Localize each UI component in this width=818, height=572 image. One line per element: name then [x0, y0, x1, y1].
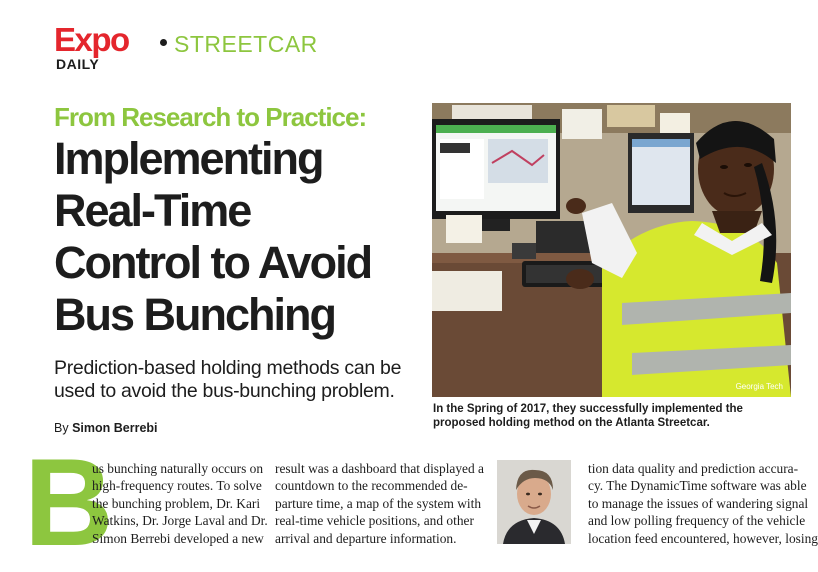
expo-daily-logo	[54, 22, 154, 74]
drop-cap: B	[24, 434, 114, 572]
body-line: Watkins, Dr. Jorge Laval and Dr.	[92, 513, 268, 529]
body-line: tion data quality and prediction accura-	[588, 461, 799, 476]
body-line: parture time, a map of the system with	[275, 495, 482, 511]
section-name: STREETCAR	[174, 31, 318, 57]
body-line: result was a dashboard that displayed a	[275, 461, 484, 476]
body-line: the bunching problem, Dr. Kari	[92, 495, 261, 511]
photo-caption: In the Spring of 2017, they successfully implemented the proposed holding method on the Atlanta Streetcar.	[433, 403, 743, 429]
headline-line: Bus Bunching	[54, 289, 335, 340]
author-name: Simon Berrebi	[72, 421, 158, 435]
body-line: and low polling frequency of the vehicle	[588, 513, 806, 529]
body-line: countdown to the recommended de-	[275, 478, 468, 494]
masthead	[54, 22, 354, 74]
feature-photo	[432, 103, 791, 397]
logo-daily-text: DAILY	[56, 56, 100, 72]
headline-line: Control to Avoid	[54, 237, 372, 288]
author-portrait	[497, 460, 571, 544]
body-line: real-time vehicle positions, and other	[275, 513, 474, 529]
body-line: arrival and departure information.	[275, 530, 457, 546]
body-line: us bunching naturally occurs on	[92, 461, 264, 476]
photo-credit: Georgia Tech	[735, 382, 783, 391]
body-column-2	[275, 460, 483, 547]
body-line: location feed encountered, however, losing	[588, 530, 818, 546]
byline-prefix: By	[54, 421, 69, 435]
body-line: high-frequency routes. To solve	[92, 478, 262, 494]
body-line: Simon Berrebi developed a new	[92, 530, 264, 546]
deck	[54, 357, 426, 403]
deck-line: Prediction-based holding methods can be	[54, 357, 402, 379]
body-line: to manage the issues of wandering signal	[588, 495, 809, 511]
headline	[54, 133, 426, 341]
photo-illustration	[432, 103, 791, 397]
body-line: cy. The DynamicTime software was able	[588, 478, 807, 494]
body-column-1	[92, 460, 268, 547]
body-column-3	[588, 460, 818, 547]
logo-expo-text: Expo	[54, 21, 129, 58]
bullet-separator	[160, 39, 167, 46]
headline-line: Implementing	[54, 133, 323, 184]
deck-line: used to avoid the bus-bunching problem.	[54, 380, 395, 402]
author-photo	[497, 460, 571, 544]
headline-line: Real-Time	[54, 185, 251, 236]
kicker: From Research to Practice:	[54, 102, 367, 132]
